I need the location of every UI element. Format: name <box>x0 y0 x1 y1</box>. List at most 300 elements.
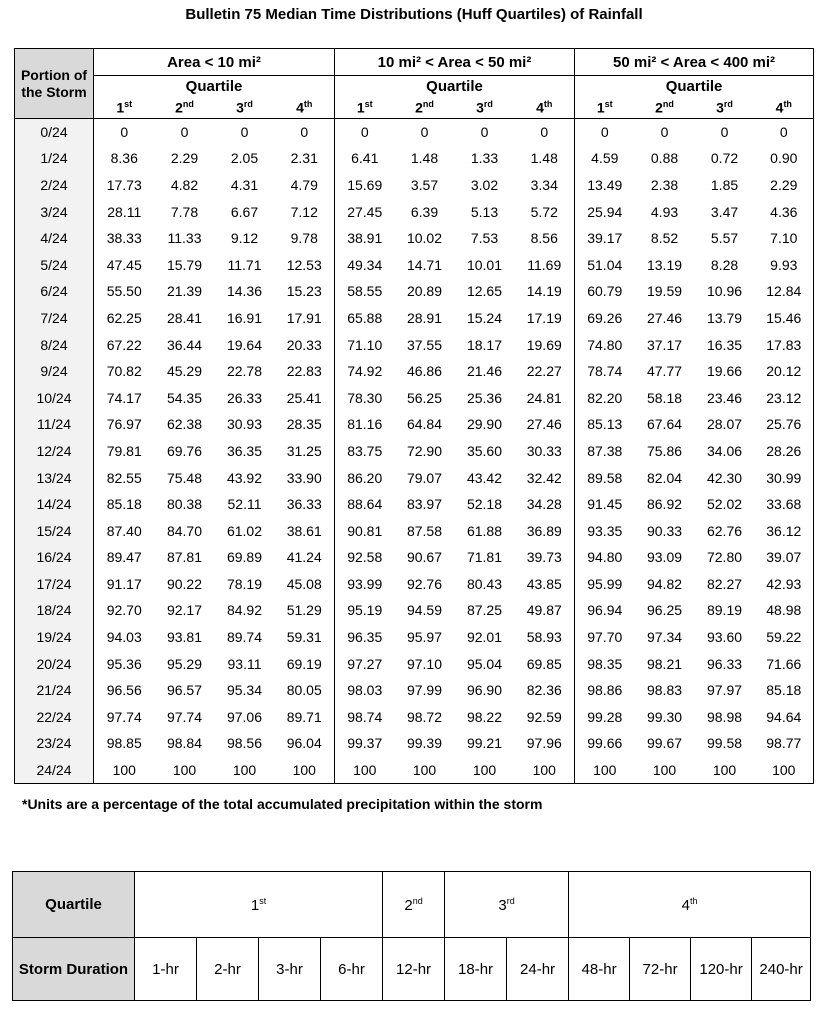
value-cell: 100 <box>455 757 515 784</box>
value-cell: 38.91 <box>347 230 383 247</box>
value-cell: 19.59 <box>646 283 683 300</box>
table-row <box>15 704 814 731</box>
value-cell: 31.25 <box>275 438 335 465</box>
value-cell: 43.85 <box>515 571 575 598</box>
value-cell: 8.36 <box>110 150 138 167</box>
quartile-column-header <box>335 96 395 119</box>
value-cell: 0.88 <box>650 150 679 167</box>
value-cell: 2.38 <box>650 176 679 193</box>
page-title: Bulletin 75 Median Time Distributions (Huff Quartiles) of Rainfall <box>185 6 643 23</box>
value-cell: 46.86 <box>406 363 443 380</box>
table-row <box>15 677 814 704</box>
value-cell: 23.46 <box>706 389 743 406</box>
value-cell: 90.81 <box>347 522 383 539</box>
portion-cell: 23/24 <box>15 730 94 757</box>
value-cell: 79.07 <box>406 469 443 486</box>
quartile-column-header <box>455 96 515 119</box>
value-cell: 36.44 <box>166 336 203 353</box>
ordinal-suffix: rd <box>506 895 515 906</box>
value-cell: 2.31 <box>275 145 335 172</box>
portion-cell: 2/24 <box>15 172 94 199</box>
value-cell: 26.33 <box>226 389 263 406</box>
ordinal-suffix: th <box>303 98 313 109</box>
value-cell: 97.74 <box>166 708 203 725</box>
value-cell: 93.81 <box>166 629 203 646</box>
value-cell: 97.96 <box>515 730 575 757</box>
value-cell: 96.56 <box>106 682 142 699</box>
value-cell: 28.11 <box>107 203 142 220</box>
value-cell: 71.10 <box>347 336 383 353</box>
value-cell: 97.34 <box>646 629 683 646</box>
value-cell: 28.07 <box>706 416 743 433</box>
value-cell: 43.92 <box>226 469 263 486</box>
quartile-number: 3 <box>236 99 244 116</box>
value-cell: 1.33 <box>470 150 499 167</box>
value-cell: 14.19 <box>515 278 575 305</box>
duration-cell: 240-hr <box>752 938 811 1001</box>
value-cell: 20.89 <box>406 283 443 300</box>
value-cell: 4.36 <box>755 198 814 225</box>
value-cell: 82.20 <box>587 389 623 406</box>
value-cell: 99.39 <box>406 735 443 752</box>
value-cell: 78.30 <box>347 389 383 406</box>
value-cell: 98.86 <box>587 682 623 699</box>
value-cell: 69.76 <box>166 442 203 459</box>
value-cell: 54.35 <box>166 389 203 406</box>
value-cell: 99.37 <box>347 735 383 752</box>
value-cell: 0 <box>180 124 189 141</box>
value-cell: 85.13 <box>587 416 623 433</box>
duration-cell: 3-hr <box>259 938 321 1001</box>
value-cell: 6.41 <box>351 150 379 167</box>
ordinal-suffix: st <box>124 98 133 109</box>
value-cell: 89.19 <box>706 602 743 619</box>
value-cell: 98.35 <box>587 655 623 672</box>
value-cell: 82.55 <box>106 469 142 486</box>
value-cell: 59.31 <box>275 624 335 651</box>
value-cell: 87.25 <box>466 602 503 619</box>
portion-cell: 22/24 <box>15 704 94 731</box>
value-cell: 16.35 <box>706 336 743 353</box>
value-cell: 98.77 <box>755 730 814 757</box>
quartile-number: 4 <box>681 896 690 914</box>
value-cell: 86.92 <box>646 496 683 513</box>
value-cell: 9.78 <box>275 225 335 252</box>
portion-cell: 18/24 <box>15 597 94 624</box>
value-cell: 0 <box>600 124 609 141</box>
value-cell: 30.93 <box>226 416 263 433</box>
value-cell: 8.28 <box>710 256 739 273</box>
table-row <box>15 597 814 624</box>
value-cell: 39.73 <box>515 544 575 571</box>
value-cell: 10.02 <box>406 230 443 247</box>
value-cell: 2.29 <box>755 172 814 199</box>
value-cell: 78.74 <box>587 363 623 380</box>
value-cell: 25.94 <box>587 203 623 220</box>
duration-quartile-row <box>13 872 811 938</box>
area-header: 10 mi² < Area < 50 mi² <box>335 49 575 76</box>
portion-cell: 12/24 <box>15 438 94 465</box>
value-cell: 39.17 <box>587 230 623 247</box>
value-cell: 97.74 <box>106 708 142 725</box>
value-cell: 92.70 <box>106 602 142 619</box>
value-cell: 94.59 <box>406 602 443 619</box>
value-cell: 58.18 <box>646 389 683 406</box>
ordinal-suffix: nd <box>412 895 423 906</box>
value-cell: 17.83 <box>755 331 814 358</box>
duration-cell: 6-hr <box>321 938 383 1001</box>
value-cell: 38.61 <box>275 517 335 544</box>
value-cell: 9.12 <box>230 230 259 247</box>
portion-cell: 1/24 <box>15 145 94 172</box>
value-cell: 0 <box>360 124 369 141</box>
value-cell: 18.17 <box>466 336 503 353</box>
value-cell: 41.24 <box>275 544 335 571</box>
portion-cell: 17/24 <box>15 571 94 598</box>
value-cell: 83.75 <box>347 442 383 459</box>
value-cell: 4.82 <box>170 176 199 193</box>
value-cell: 89.74 <box>226 629 263 646</box>
value-cell: 75.48 <box>166 469 203 486</box>
value-cell: 97.06 <box>226 708 263 725</box>
table-row <box>15 438 814 465</box>
value-cell: 3.57 <box>410 176 439 193</box>
portion-cell: 20/24 <box>15 650 94 677</box>
value-cell: 81.16 <box>347 416 383 433</box>
value-cell: 34.28 <box>515 491 575 518</box>
value-cell: 92.58 <box>347 549 383 566</box>
value-cell: 20.12 <box>755 358 814 385</box>
value-cell: 27.45 <box>347 203 383 220</box>
value-cell: 80.05 <box>275 677 335 704</box>
value-cell: 15.46 <box>755 305 814 332</box>
value-cell: 82.36 <box>515 677 575 704</box>
value-cell: 95.36 <box>106 655 142 672</box>
value-cell: 2.05 <box>230 150 259 167</box>
table-row <box>15 119 814 146</box>
value-cell: 89.58 <box>587 469 623 486</box>
duration-row <box>13 938 811 1001</box>
value-cell: 7.10 <box>755 225 814 252</box>
value-cell: 90.33 <box>646 522 683 539</box>
value-cell: 95.29 <box>166 655 203 672</box>
value-cell: 8.52 <box>650 230 679 247</box>
value-cell: 15.69 <box>347 176 383 193</box>
value-cell: 90.22 <box>166 575 203 592</box>
quartile-row-label: Quartile <box>13 872 135 938</box>
value-cell: 70.82 <box>106 363 142 380</box>
table-row <box>15 624 814 651</box>
value-cell: 97.27 <box>347 655 383 672</box>
value-cell: 72.90 <box>406 442 443 459</box>
ordinal-suffix: th <box>783 98 792 109</box>
value-cell: 87.58 <box>406 522 443 539</box>
value-cell: 99.66 <box>587 735 623 752</box>
quartile-number: 3 <box>498 896 507 914</box>
table-row <box>15 331 814 358</box>
duration-cell: 2-hr <box>197 938 259 1001</box>
value-cell: 25.36 <box>466 389 503 406</box>
value-cell: 99.67 <box>646 735 683 752</box>
ordinal-suffix: st <box>364 98 373 109</box>
value-cell: 7.53 <box>470 230 499 247</box>
quartile-group-cell <box>135 872 383 938</box>
value-cell: 15.23 <box>275 278 335 305</box>
value-cell: 6.67 <box>230 203 259 220</box>
storm-duration-table <box>12 871 811 1001</box>
value-cell: 4.59 <box>591 150 619 167</box>
table-row <box>15 384 814 411</box>
value-cell: 98.03 <box>347 682 383 699</box>
value-cell: 36.33 <box>275 491 335 518</box>
value-cell: 1.48 <box>515 145 575 172</box>
value-cell: 3.02 <box>470 176 499 193</box>
value-cell: 92.17 <box>166 602 203 619</box>
value-cell: 82.04 <box>646 469 683 486</box>
value-cell: 88.64 <box>347 496 383 513</box>
value-cell: 72.80 <box>706 549 743 566</box>
value-cell: 61.88 <box>466 522 503 539</box>
value-cell: 92.01 <box>466 629 503 646</box>
value-cell: 28.26 <box>755 438 814 465</box>
value-cell: 32.42 <box>515 464 575 491</box>
quartile-group-cell <box>569 872 811 938</box>
value-cell: 92.59 <box>515 704 575 731</box>
value-cell: 9.93 <box>755 251 814 278</box>
value-cell: 91.17 <box>106 575 142 592</box>
quartile-column-header <box>575 96 635 119</box>
value-cell: 56.25 <box>406 389 443 406</box>
value-cell: 12.53 <box>275 251 335 278</box>
quartile-column-header <box>215 96 275 119</box>
value-cell: 10.96 <box>706 283 743 300</box>
value-cell: 85.18 <box>106 496 142 513</box>
value-cell: 71.66 <box>755 650 814 677</box>
portion-cell: 11/24 <box>15 411 94 438</box>
value-cell: 30.99 <box>755 464 814 491</box>
table-row <box>15 544 814 571</box>
value-cell: 25.76 <box>755 411 814 438</box>
value-cell: 99.21 <box>466 735 503 752</box>
value-cell: 55.50 <box>106 283 142 300</box>
value-cell: 0 <box>480 124 489 141</box>
value-cell: 94.82 <box>646 575 683 592</box>
ordinal-suffix: st <box>604 98 613 109</box>
value-cell: 0 <box>515 119 575 146</box>
table-row <box>15 571 814 598</box>
value-cell: 80.43 <box>466 575 503 592</box>
value-cell: 98.74 <box>347 708 383 725</box>
value-cell: 87.81 <box>166 549 203 566</box>
value-cell: 100 <box>635 757 695 784</box>
value-cell: 35.60 <box>466 442 503 459</box>
value-cell: 62.25 <box>106 309 142 326</box>
value-cell: 49.34 <box>347 256 383 273</box>
table-row <box>15 251 814 278</box>
portion-cell: 8/24 <box>15 331 94 358</box>
quartile-number: 2 <box>655 99 663 116</box>
value-cell: 15.24 <box>466 309 503 326</box>
quartile-column-header <box>94 96 155 119</box>
value-cell: 94.80 <box>587 549 623 566</box>
duration-cell: 72-hr <box>630 938 691 1001</box>
portion-cell: 4/24 <box>15 225 94 252</box>
value-cell: 24.81 <box>515 384 575 411</box>
value-cell: 76.97 <box>106 416 142 433</box>
value-cell: 8.56 <box>515 225 575 252</box>
quartile-number: 1 <box>356 99 365 116</box>
duration-cell: 1-hr <box>135 938 197 1001</box>
value-cell: 93.60 <box>706 629 743 646</box>
ordinal-suffix: nd <box>182 98 194 109</box>
table-row <box>15 464 814 491</box>
value-cell: 82.27 <box>706 575 743 592</box>
value-cell: 58.55 <box>347 283 383 300</box>
portion-cell: 3/24 <box>15 198 94 225</box>
value-cell: 96.33 <box>706 655 743 672</box>
value-cell: 30.33 <box>515 438 575 465</box>
portion-cell: 0/24 <box>15 119 94 146</box>
value-cell: 96.35 <box>347 629 383 646</box>
value-cell: 3.47 <box>710 203 739 220</box>
table-row <box>15 358 814 385</box>
quartile-number: 1 <box>250 896 260 914</box>
ordinal-suffix: st <box>259 895 267 906</box>
value-cell: 96.25 <box>646 602 683 619</box>
value-cell: 97.97 <box>706 682 743 699</box>
value-cell: 71.81 <box>466 549 503 566</box>
value-cell: 59.22 <box>755 624 814 651</box>
value-cell: 79.81 <box>106 442 142 459</box>
value-cell: 27.46 <box>515 411 575 438</box>
value-cell: 69.85 <box>515 650 575 677</box>
quartile-number: 3 <box>476 99 484 116</box>
value-cell: 17.19 <box>515 305 575 332</box>
table-row <box>15 225 814 252</box>
value-cell: 0.72 <box>710 150 739 167</box>
value-cell: 96.90 <box>466 682 503 699</box>
quartile-column-header <box>695 96 755 119</box>
value-cell: 5.57 <box>710 230 739 247</box>
quartile-number: 3 <box>716 99 724 116</box>
value-cell: 12.65 <box>466 283 503 300</box>
huff-quartile-table <box>14 48 814 784</box>
value-cell: 95.19 <box>347 602 383 619</box>
value-cell: 28.91 <box>406 309 443 326</box>
value-cell: 3.34 <box>515 172 575 199</box>
value-cell: 17.73 <box>106 176 142 193</box>
value-cell: 34.06 <box>706 442 743 459</box>
quartile-column-header <box>755 96 814 119</box>
ordinal-suffix: rd <box>723 98 733 109</box>
value-cell: 96.57 <box>166 682 203 699</box>
value-cell: 14.71 <box>406 256 443 273</box>
value-cell: 21.39 <box>166 283 203 300</box>
value-cell: 19.66 <box>706 363 743 380</box>
table-row <box>15 757 814 784</box>
value-cell: 5.13 <box>470 203 499 220</box>
value-cell: 100 <box>275 757 335 784</box>
value-cell: 90.67 <box>406 549 443 566</box>
value-cell: 74.92 <box>347 363 383 380</box>
quartile-header: Quartile <box>335 76 575 97</box>
quartile-number: 4 <box>775 99 784 116</box>
value-cell: 13.79 <box>706 309 743 326</box>
value-cell: 27.46 <box>646 309 683 326</box>
value-cell: 94.64 <box>755 704 814 731</box>
table-row <box>15 650 814 677</box>
portion-cell: 15/24 <box>15 517 94 544</box>
value-cell: 60.79 <box>587 283 623 300</box>
value-cell: 42.93 <box>755 571 814 598</box>
duration-cell: 12-hr <box>383 938 445 1001</box>
value-cell: 38.33 <box>106 230 142 247</box>
value-cell: 98.22 <box>466 708 503 725</box>
value-cell: 95.04 <box>466 655 503 672</box>
value-cell: 98.85 <box>106 735 142 752</box>
value-cell: 4.31 <box>230 176 259 193</box>
ordinal-suffix: rd <box>483 98 493 109</box>
value-cell: 37.55 <box>406 336 443 353</box>
quartile-number: 1 <box>116 99 125 116</box>
value-cell: 45.08 <box>275 571 335 598</box>
quartile-group-cell <box>445 872 569 938</box>
value-cell: 61.02 <box>226 522 263 539</box>
value-cell: 65.88 <box>347 309 383 326</box>
portion-cell: 14/24 <box>15 491 94 518</box>
ordinal-suffix: rd <box>243 98 253 109</box>
value-cell: 37.17 <box>646 336 683 353</box>
value-cell: 87.38 <box>587 442 623 459</box>
table-row <box>15 305 814 332</box>
value-cell: 5.72 <box>515 198 575 225</box>
value-cell: 69.89 <box>226 549 263 566</box>
quartile-group-cell <box>383 872 445 938</box>
ordinal-suffix: th <box>543 98 553 109</box>
portion-cell: 7/24 <box>15 305 94 332</box>
value-cell: 51.29 <box>275 597 335 624</box>
value-cell: 95.99 <box>587 575 623 592</box>
area-header: Area < 10 mi² <box>94 49 335 76</box>
value-cell: 16.91 <box>226 309 263 326</box>
value-cell: 92.76 <box>406 575 443 592</box>
value-cell: 62.76 <box>706 522 743 539</box>
value-cell: 100 <box>755 757 814 784</box>
value-cell: 0 <box>720 124 729 141</box>
value-cell: 36.35 <box>226 442 263 459</box>
value-cell: 33.90 <box>275 464 335 491</box>
value-cell: 52.02 <box>706 496 743 513</box>
value-cell: 98.98 <box>706 708 743 725</box>
value-cell: 43.42 <box>466 469 503 486</box>
value-cell: 7.12 <box>275 198 335 225</box>
value-cell: 89.47 <box>106 549 142 566</box>
value-cell: 93.11 <box>227 655 262 672</box>
value-cell: 100 <box>515 757 575 784</box>
value-cell: 25.41 <box>275 384 335 411</box>
value-cell: 96.94 <box>587 602 623 619</box>
table-row <box>15 411 814 438</box>
quartile-number: 1 <box>596 99 605 116</box>
quartile-header: Quartile <box>94 76 335 97</box>
value-cell: 83.97 <box>406 496 443 513</box>
value-cell: 0 <box>420 124 429 141</box>
value-cell: 15.79 <box>166 256 203 273</box>
table-row <box>15 145 814 172</box>
value-cell: 84.70 <box>166 522 203 539</box>
storm-duration-label: Storm Duration <box>13 938 135 1001</box>
quartile-number: 4 <box>536 99 544 116</box>
